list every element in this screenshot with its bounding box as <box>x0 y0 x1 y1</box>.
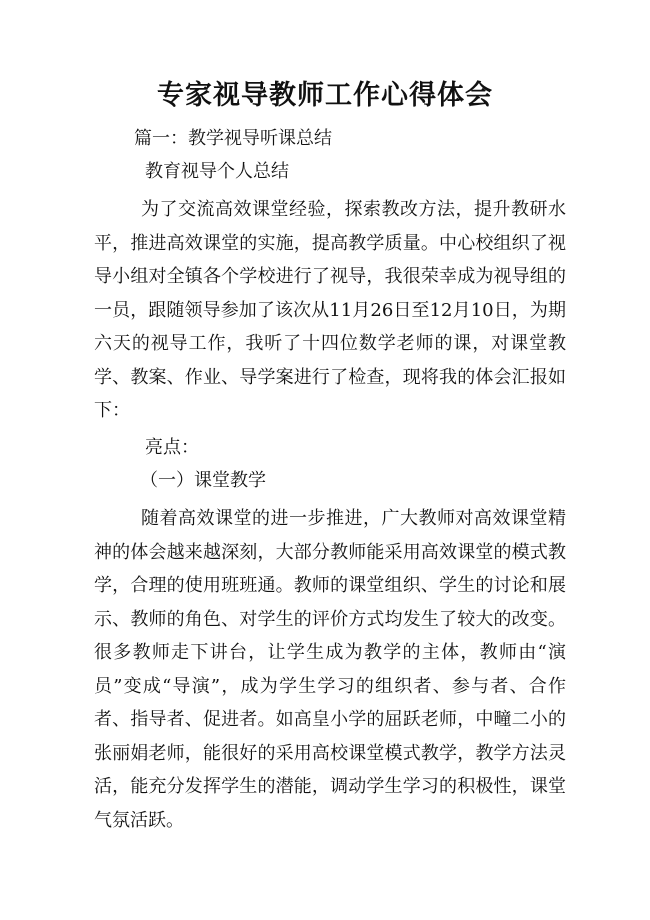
highlights-label: 亮点： <box>145 437 199 458</box>
section-heading: 篇一：教学视导听课总结 <box>134 128 332 149</box>
paragraph-2: 随着高效课堂的进一步推进，广大教师对高效课堂精神的体会越来越深刻，大部分教师能采用高效课堂的模式教学，合理的使用班班通。教师的课堂组织、学生的讨论和展示、教师的角色、对学生的评价方式均发生了较大的改变。很多教师走下讲台，让学生成为教学的主体，教师由“演员”变成“导演”，成为学生学习的组织者、参与者、合作者、指导者、促进者。如高皇小学的屈跃老师，中疃二小的张丽娟老师，能很好的采用高校课堂模式教学，教学方法灵活，能充分发挥学生的潜能，调动学生学习的积极性，课堂气氛活跃。 <box>94 508 566 831</box>
item-1-heading: （一）课堂教学 <box>140 470 266 491</box>
subheading: 教育视导个人总结 <box>145 161 289 182</box>
paragraph-1: 为了交流高效课堂经验，探索教改方法，提升教研水平，推进高效课堂的实施，提高教学质量。中心校组织了视导小组对全镇各个学校进行了视导，我很荣幸成为视导组的一员，跟随领导参加了该次从11月26日至12月10日，为期六天的视导工作，我听了十四位数学老师的课，对课堂教学、教案、作业、导学案进行了检查，现将我的体会汇报如下： <box>94 199 566 421</box>
document-title: 专家视导教师工作心得体会 <box>157 80 493 111</box>
